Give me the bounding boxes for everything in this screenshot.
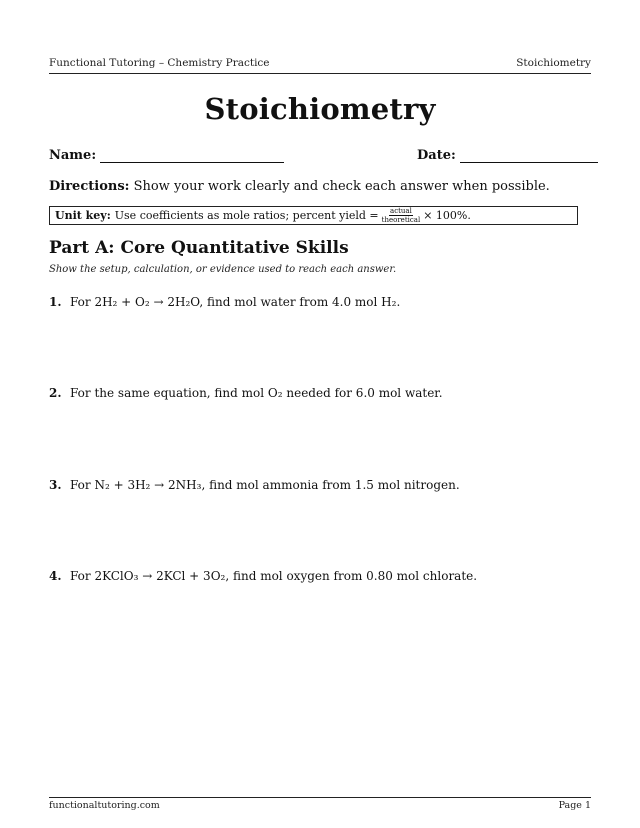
name-label: Name: (49, 148, 97, 163)
question-item (49, 295, 400, 309)
unit-key-label: Unit key: (55, 209, 111, 222)
footer-divider (49, 797, 591, 798)
header-topic: Stoichiometry (516, 57, 591, 69)
page-header (49, 57, 591, 69)
page-title: Stoichiometry (204, 92, 436, 126)
question-number: 3. (49, 478, 62, 492)
part-a-heading: Part A: Core Quantitative Skills (49, 238, 349, 258)
page-number: Page 1 (558, 800, 591, 811)
directions-label: Directions: (49, 179, 130, 194)
unit-key-box (49, 206, 578, 225)
question-text: For N₂ + 3H₂ → 2NH₃, find mol ammonia from 1.5 mol nitrogen. (70, 478, 460, 492)
directions-text: Show your work clearly and check each answer when possible. (133, 179, 550, 194)
question-number: 1. (49, 295, 62, 309)
date-label: Date: (417, 148, 456, 163)
percent-yield-fraction (382, 207, 421, 224)
header-course-title: Functional Tutoring – Chemistry Practice (49, 57, 270, 69)
unit-key-suffix: × 100%. (423, 209, 471, 222)
question-text: For 2KClO₃ → 2KCl + 3O₂, find mol oxygen from 0.80 mol chlorate. (70, 569, 478, 583)
question-item (49, 569, 477, 583)
directions (49, 179, 550, 194)
question-number: 2. (49, 386, 62, 400)
question-text: For the same equation, find mol O₂ needed for 6.0 mol water. (70, 386, 443, 400)
part-a-instructions: Show the setup, calculation, or evidence used to reach each answer. (49, 264, 397, 275)
page-footer (49, 800, 591, 811)
question-item (49, 478, 460, 492)
question-number: 4. (49, 569, 62, 583)
footer-website[interactable]: functionaltutoring.com (49, 800, 160, 811)
fraction-numerator: actual (390, 207, 412, 215)
name-field (49, 148, 284, 163)
fraction-denominator: theoretical (381, 216, 421, 224)
header-divider (49, 73, 591, 74)
question-text: For 2H₂ + O₂ → 2H₂O, find mol water from 4.0 mol H₂. (70, 295, 401, 309)
unit-key-text: Use coefficients as mole ratios; percent yield = (114, 209, 379, 222)
name-blank-line[interactable] (100, 150, 284, 163)
date-field (417, 148, 598, 163)
date-blank-line[interactable] (460, 150, 598, 163)
question-item (49, 386, 443, 400)
